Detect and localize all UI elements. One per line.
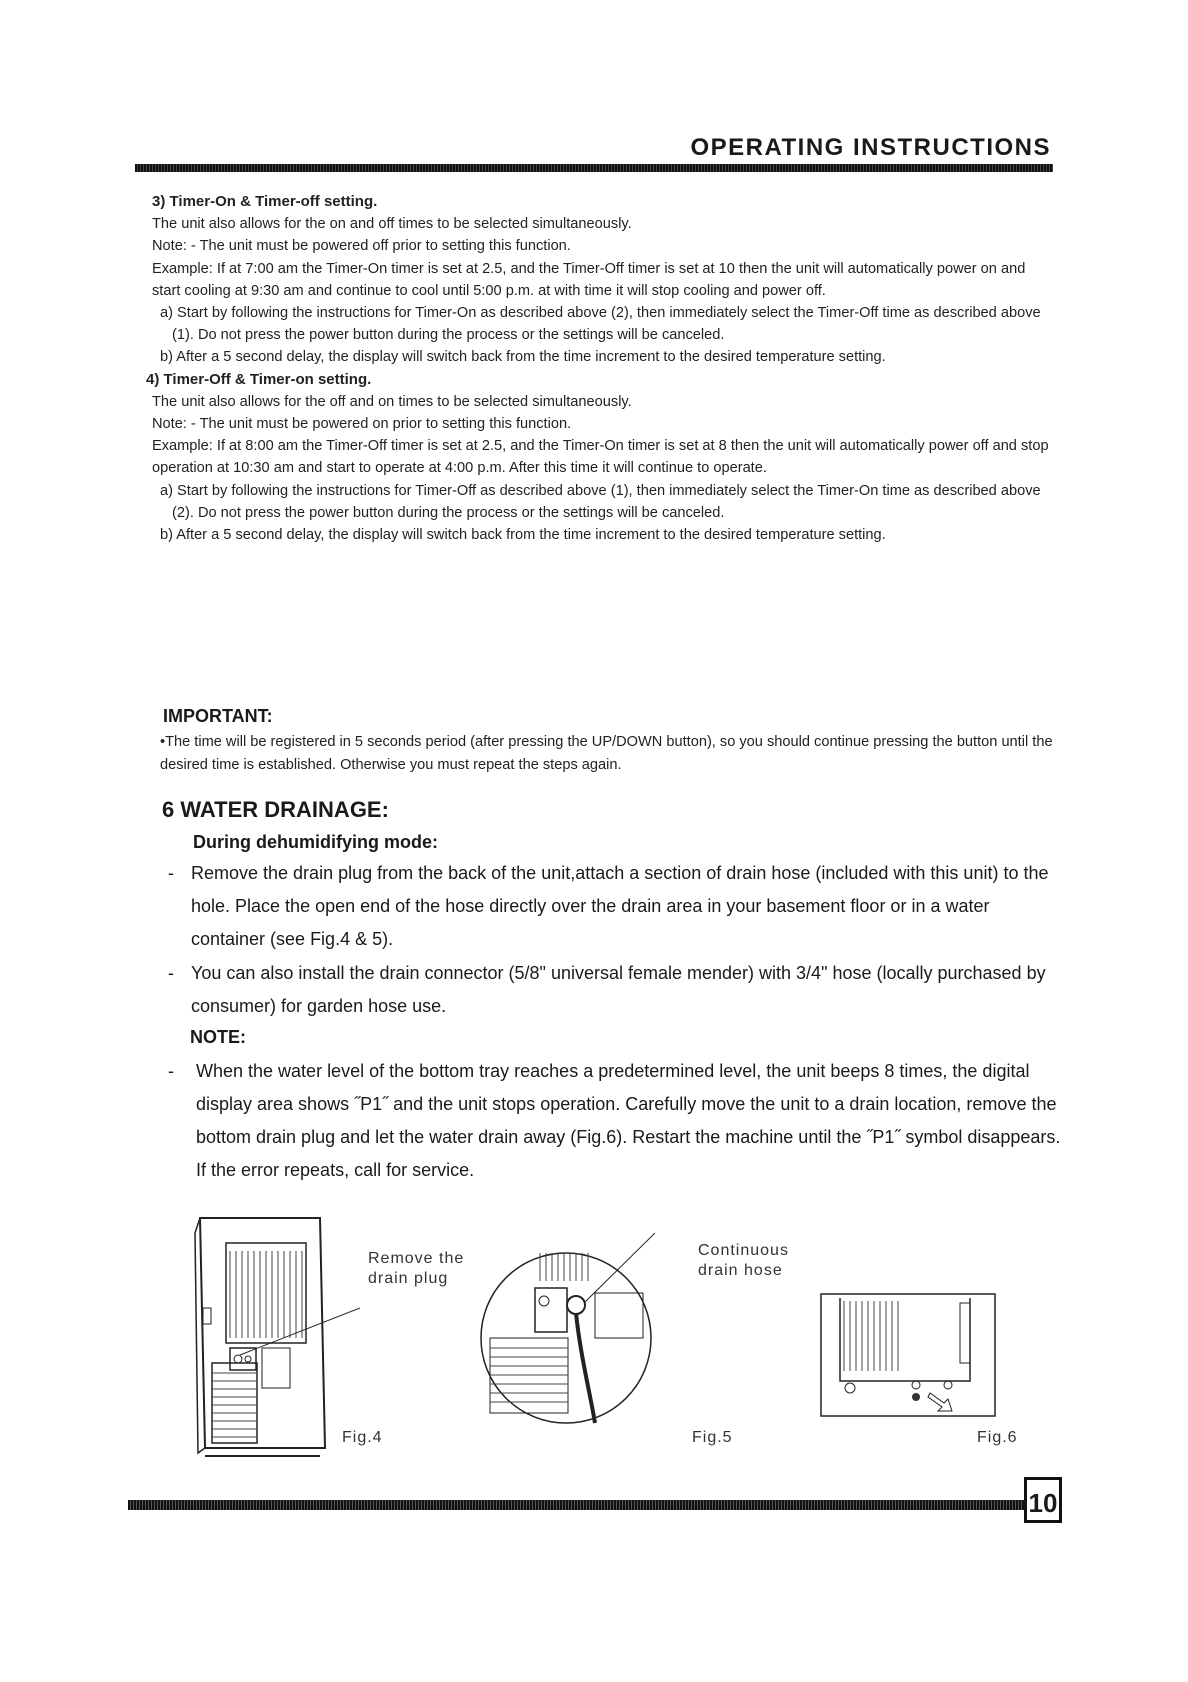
drainage-note	[168, 1055, 1068, 1187]
callout-remove-drain-plug	[368, 1249, 464, 1289]
timer-off-on-step-a: a) Start by following the instructions for Timer-Off as described above (1), then immediately select the Timer-On time as described above (2). Do not press the power button during the process or the settings will be canceled.	[160, 482, 1041, 521]
fig6-bottom-drain-illustration	[820, 1293, 1000, 1433]
callout-remove-line-2: drain plug	[368, 1270, 449, 1287]
list-dash: -	[168, 863, 174, 883]
timer-section	[146, 191, 1052, 546]
callout-hose-line-1: Continuous	[698, 1242, 789, 1259]
timer-off-on-note: Note: - The unit must be powered on prior to setting this function.	[152, 416, 572, 433]
drainage-note-text: When the water level of the bottom tray reaches a predetermined level, the unit beeps 8 times, the digital display area shows ˝P1˝ and the unit stops operation. Carefully move the unit to a drain location, remove the bottom drain plug and let the water drain away (Fig.6). Restart the machine until the ˝P1˝ symbol disappears. If the error repeats, call for service.	[196, 1061, 1061, 1180]
important-heading: IMPORTANT:	[163, 706, 273, 726]
callout-hose-line-2: drain hose	[698, 1262, 783, 1279]
timer-on-off-heading: 3) Timer-On & Timer-off setting.	[152, 193, 378, 210]
fig5-label: Fig.5	[692, 1429, 733, 1446]
timer-off-on-heading: 4) Timer-Off & Timer-on setting.	[146, 370, 372, 388]
timer-on-off-step-a: a) Start by following the instructions for Timer-On as described above (2), then immediately select the Timer-Off time as described above (1). Do not press the power button during the process or the settings will be canceled.	[160, 305, 1041, 344]
header-rule	[135, 164, 1053, 172]
list-dash: -	[168, 1061, 174, 1081]
timer-on-off-step-b: b) After a 5 second delay, the display will switch back from the time increment to the desired temperature setting.	[160, 349, 886, 366]
timer-off-on-line-1: The unit also allows for the off and on times to be selected simultaneously.	[152, 393, 632, 410]
drainage-item-1	[168, 857, 1068, 956]
callout-continuous-hose	[698, 1241, 789, 1281]
fig4-label: Fig.4	[342, 1429, 383, 1446]
figures-row	[190, 1213, 1050, 1463]
fig6-label: Fig.6	[977, 1429, 1018, 1446]
water-drainage-title: 6 WATER DRAINAGE:	[162, 797, 389, 822]
drainage-item-2	[168, 957, 1068, 1023]
dehumidifying-subtitle: During dehumidifying mode:	[193, 832, 438, 852]
page-header-title: OPERATING INSTRUCTIONS	[690, 134, 1051, 161]
drainage-item-2-text: You can also install the drain connector (5/8" universal female mender) with 3/4" hose (locally purchased by consumer) for garden hose use.	[191, 963, 1046, 1016]
drainage-item-1-text: Remove the drain plug from the back of the unit,attach a section of drain hose (included with this unit) to the hole. Place the open end of the hose directly over the drain area in your basement floor or in a water container (see Fig.4 & 5).	[191, 863, 1049, 949]
footer-rule	[128, 1500, 1026, 1510]
important-text: •The time will be registered in 5 seconds period (after pressing the UP/DOWN button), so you should continue pressing the button until the desired time is established. Otherwise you must repeat the steps again.	[160, 734, 1053, 773]
timer-on-off-line-1: The unit also allows for the on and off times to be selected simultaneously.	[152, 216, 632, 233]
fig5-hose-detail	[480, 1233, 660, 1453]
page-number: 10	[1024, 1477, 1062, 1523]
timer-on-off-note: Note: - The unit must be powered off prior to setting this function.	[152, 238, 571, 255]
fig4-unit-illustration	[190, 1213, 360, 1463]
timer-off-on-step-b: b) After a 5 second delay, the display will switch back from the time increment to the desired temperature setting.	[160, 527, 886, 544]
callout-remove-line-1: Remove the	[368, 1250, 465, 1267]
timer-on-off-example: Example: If at 7:00 am the Timer-On timer is set at 2.5, and the Timer-Off timer is set at 10 then the unit will automatically power on and start cooling at 9:30 am and continue to cool until 5:00 p.m. at with time it will stop cooling and power off.	[152, 260, 1026, 299]
timer-off-on-example: Example: If at 8:00 am the Timer-Off timer is set at 2.5, and the Timer-On timer is set at 8 then the unit will automatically power off and stop operation at 10:30 am and start to operate at 4:00 p.m. After this time it will continue to operate.	[152, 438, 1049, 477]
list-dash: -	[168, 963, 174, 983]
note-heading: NOTE:	[190, 1027, 246, 1047]
